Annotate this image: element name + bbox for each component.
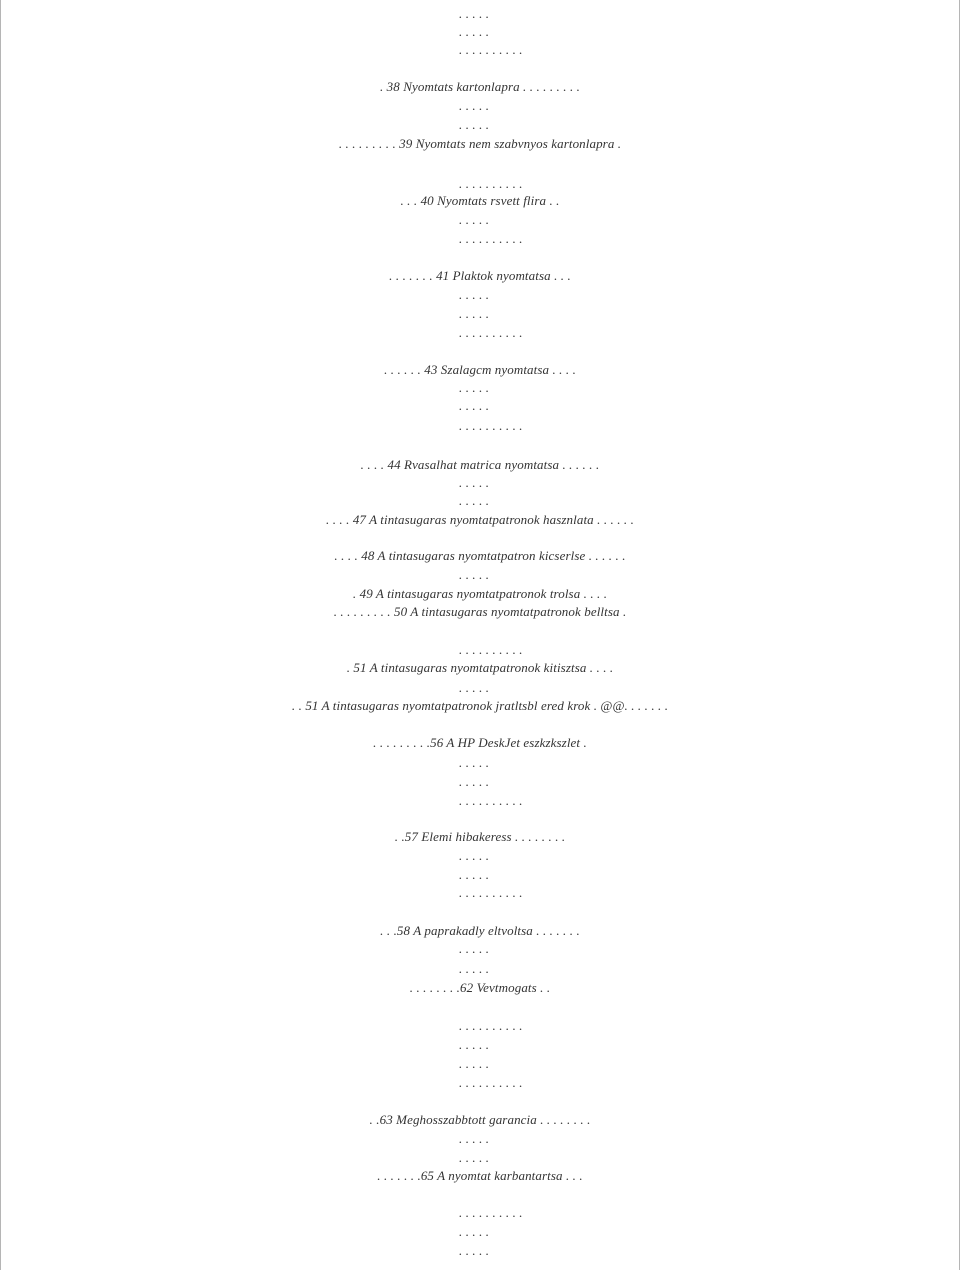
- toc-line: . . . . .: [459, 941, 490, 956]
- toc-entry: . . . . 48 A tintasugaras nyomtatpatron kicserlse . . . . . .: [334, 548, 626, 563]
- toc-line: . . . . . . . . . .: [459, 176, 523, 191]
- toc-line: . . . . . . . . . .: [459, 42, 523, 57]
- toc-line: . . . . .: [459, 24, 490, 39]
- toc-line: . . . . .: [459, 212, 490, 227]
- toc-line: . . . . .: [459, 1037, 490, 1052]
- toc-line: . . . . .: [459, 755, 490, 770]
- toc-line: . . . . .: [459, 287, 490, 302]
- toc-entry: . . .58 A paprakadly eltvoltsa . . . . . . .: [380, 923, 580, 938]
- toc-line: . . . . .: [459, 680, 490, 695]
- toc-line: . . . . . . . . . .: [459, 885, 523, 900]
- toc-line: . . . . .: [459, 848, 490, 863]
- toc-line: . . . . .: [459, 567, 490, 582]
- toc-line: . . . . .: [459, 1056, 490, 1071]
- toc-line: . . . . .: [459, 774, 490, 789]
- toc-line: . . . . .: [459, 98, 490, 113]
- toc-entry: . . . 40 Nyomtats rsvett flira . .: [400, 193, 560, 208]
- toc-line: . . . . .: [459, 493, 490, 508]
- toc-line: . . . . . . . . . .: [459, 231, 523, 246]
- toc-entry: . . . . . . . .62 Vevtmogats . .: [409, 980, 551, 995]
- toc-line: . . . . .: [459, 475, 490, 490]
- toc-entry: . 51 A tintasugaras nyomtatpatronok kitisztsa . . . .: [346, 660, 614, 675]
- toc-line: . . . . . . . . . .: [459, 1205, 523, 1220]
- toc-entry: . . . . . . . 41 Plaktok nyomtatsa . . .: [389, 268, 571, 283]
- toc-line: . . . . .: [459, 1131, 490, 1146]
- toc-entry: . 49 A tintasugaras nyomtatpatronok trolsa . . . .: [352, 586, 608, 601]
- toc-entry: . . . . 47 A tintasugaras nyomtatpatronok hasznlata . . . . . .: [326, 512, 634, 527]
- toc-entry: . . . . . . . . . 39 Nyomtats nem szabvnyos kartonlapra .: [338, 136, 622, 151]
- toc-entry: . . . . . . . . .56 A HP DeskJet eszkzkszlet .: [373, 735, 587, 750]
- toc-line: . . . . .: [459, 306, 490, 321]
- toc-line: . . . . .: [459, 1224, 490, 1239]
- toc-line: . . . . .: [459, 1150, 490, 1165]
- toc-line: . . . . .: [459, 1243, 490, 1258]
- toc-line: . . . . .: [459, 398, 490, 413]
- toc-entry: . .57 Elemi hibakeress . . . . . . . .: [394, 829, 566, 844]
- toc-line: . . . . . . . . . .: [459, 325, 523, 340]
- toc-entry: . . . . . . . . . 50 A tintasugaras nyomtatpatronok belltsa .: [333, 604, 627, 619]
- toc-line: . . . . . . . . . .: [459, 793, 523, 808]
- toc-line: . . . . .: [459, 380, 490, 395]
- toc-line: . . . . .: [459, 961, 490, 976]
- toc-entry: . . . . . . .65 A nyomtat karbantartsa . . .: [377, 1168, 583, 1183]
- toc-entry: . 38 Nyomtats kartonlapra . . . . . . . . .: [379, 79, 581, 94]
- toc-line: . . . . . . . . . .: [459, 1075, 523, 1090]
- toc-entry: . . . . . . 43 Szalagcm nyomtatsa . . . .: [384, 362, 576, 377]
- toc-line: . . . . .: [459, 867, 490, 882]
- toc-line: . . . . . . . . . .: [459, 642, 523, 657]
- toc-entry: . .63 Meghosszabbtott garancia . . . . . . . .: [369, 1112, 591, 1127]
- toc-entry: . . 51 A tintasugaras nyomtatpatronok jratltsbl ered krok . @@. . . . . . .: [291, 698, 669, 713]
- toc-line: . . . . .: [459, 117, 490, 132]
- toc-entry: . . . . 44 Rvasalhat matrica nyomtatsa . . . . . .: [360, 457, 600, 472]
- toc-line: . . . . .: [459, 6, 490, 21]
- toc-line: . . . . . . . . . .: [459, 1018, 523, 1033]
- toc-line: . . . . . . . . . .: [459, 418, 523, 433]
